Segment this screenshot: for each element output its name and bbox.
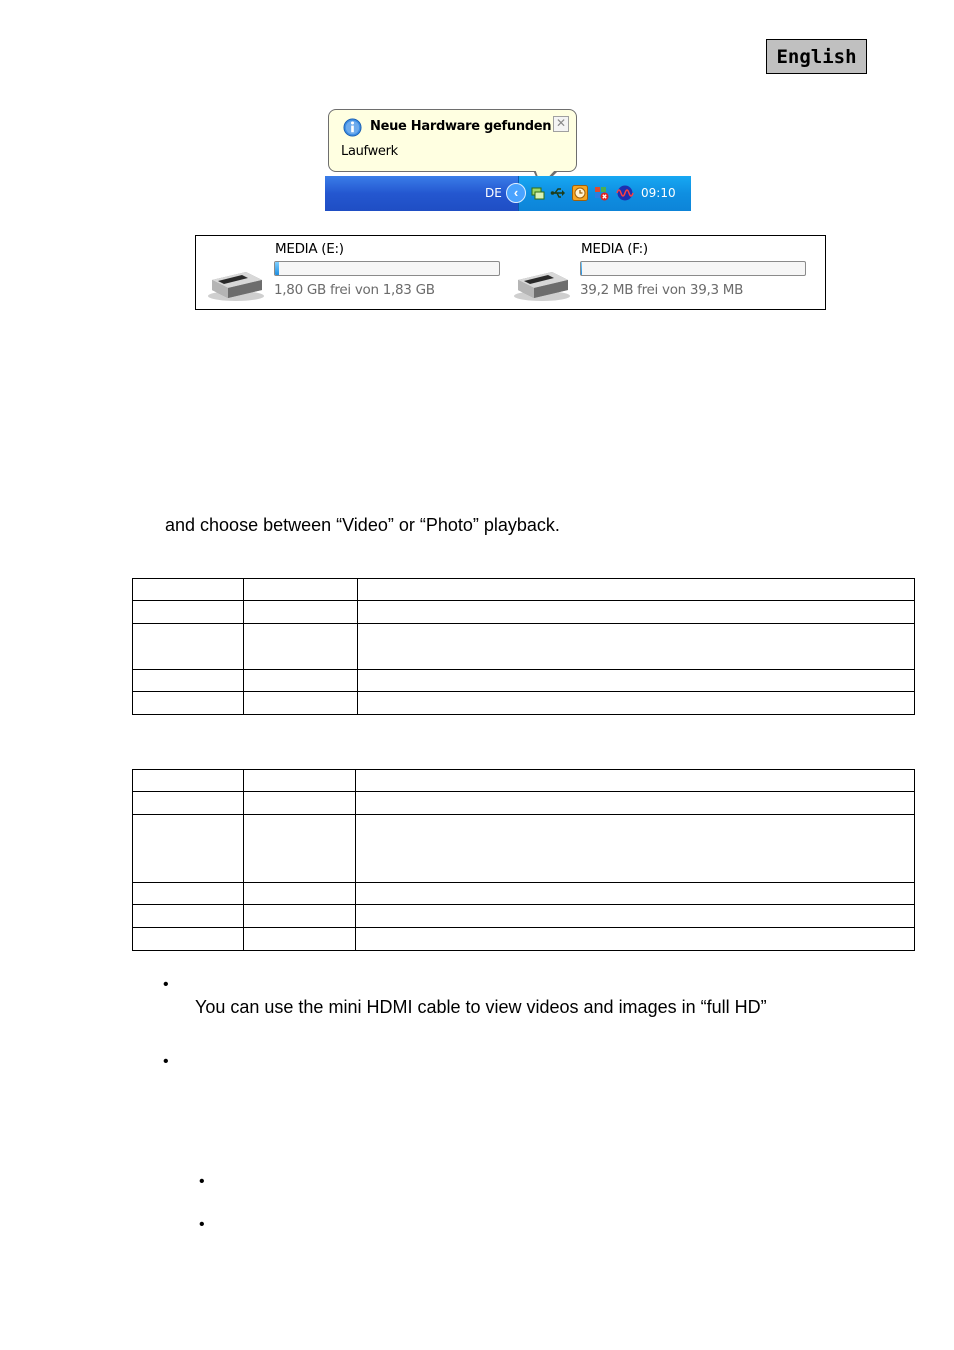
security-alert-icon[interactable]	[593, 185, 609, 201]
table-row	[133, 691, 915, 714]
close-icon[interactable]: ✕	[553, 116, 569, 132]
photo-table	[132, 769, 915, 951]
table-row	[133, 815, 915, 883]
clock-icon[interactable]	[572, 185, 588, 201]
network-icon[interactable]	[530, 185, 546, 201]
tray-clock[interactable]: 09:10	[641, 186, 676, 200]
table-row	[133, 601, 915, 624]
show-hidden-icons-button[interactable]: ‹	[506, 183, 526, 203]
language-badge: English	[766, 39, 867, 74]
usb-safely-remove-icon[interactable]	[550, 185, 566, 201]
drive-usage-bar	[580, 261, 806, 276]
hdmi-instruction: You can use the mini HDMI cable to view videos and images in “full HD”	[195, 997, 767, 1017]
playback-instruction: and choose between “Video” or “Photo” playback.	[165, 515, 560, 535]
balloon-title: Neue Hardware gefunden	[370, 119, 552, 134]
table-row	[133, 579, 915, 601]
drive-name: MEDIA (E:)	[275, 241, 344, 257]
drive-name: MEDIA (F:)	[581, 241, 648, 257]
bullet-icon: •	[163, 976, 169, 993]
table-row	[133, 792, 915, 815]
new-hardware-balloon[interactable]	[328, 109, 577, 172]
bullet-icon: •	[163, 1053, 169, 1070]
language-indicator[interactable]: DE	[485, 186, 502, 200]
bullet-icon: •	[199, 1173, 205, 1190]
drive-free-space: 1,80 GB frei von 1,83 GB	[274, 282, 435, 298]
table-row	[133, 770, 915, 792]
table-row	[133, 669, 915, 691]
video-table	[132, 578, 915, 715]
table-row	[133, 905, 915, 928]
table-row	[133, 928, 915, 951]
removable-drive-icon	[206, 260, 266, 302]
info-icon	[343, 118, 362, 137]
drive-media-f[interactable]	[502, 236, 802, 309]
bullet-icon: •	[199, 1216, 205, 1233]
drive-usage-fill	[581, 262, 582, 275]
audio-wave-icon[interactable]	[615, 185, 635, 201]
taskbar	[325, 176, 690, 211]
drive-usage-fill	[275, 262, 279, 275]
balloon-message: Laufwerk	[341, 144, 398, 159]
drive-free-space: 39,2 MB frei von 39,3 MB	[580, 282, 744, 298]
drives-panel	[195, 235, 826, 310]
removable-drive-icon	[512, 260, 572, 302]
drive-media-e[interactable]	[196, 236, 496, 309]
table-row	[133, 624, 915, 669]
drive-usage-bar	[274, 261, 500, 276]
table-row	[133, 883, 915, 905]
